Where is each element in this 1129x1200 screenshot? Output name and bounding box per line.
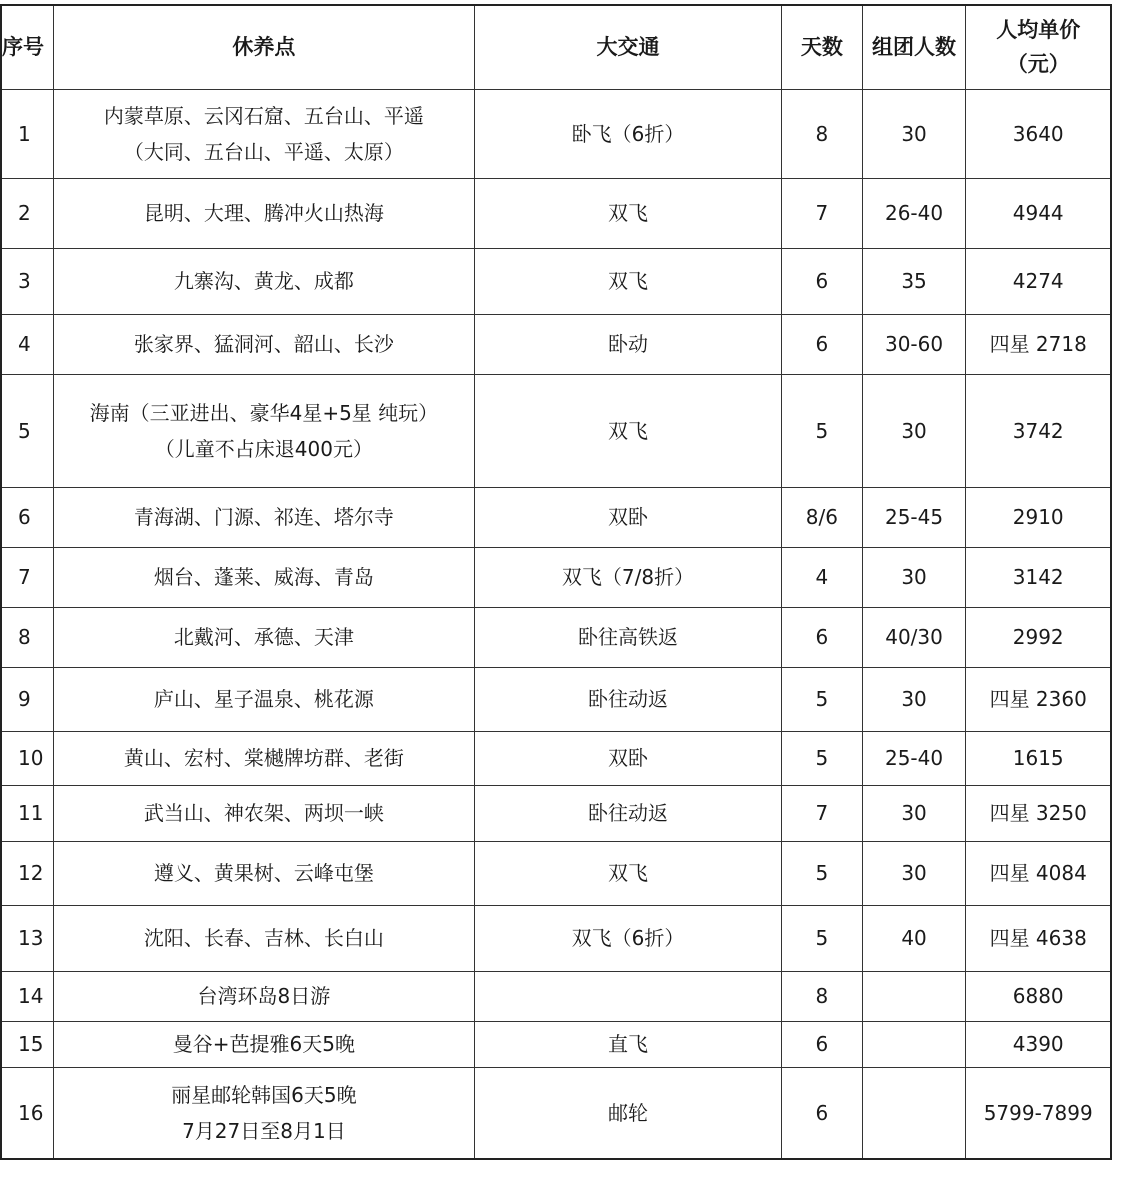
table-row [1,374,1111,487]
cell-days: 6 [782,248,863,314]
cell-destination [53,905,474,971]
header-destination: 休养点 [53,5,474,89]
cell-no: 14 [1,971,53,1021]
cell-transport: 卧往动返 [474,667,781,731]
cell-price: 四星 3250 [966,785,1111,841]
cell-days: 5 [782,905,863,971]
cell-transport: 双卧 [474,487,781,547]
cell-group-size: 26-40 [862,178,966,248]
cell-price: 3142 [966,547,1111,607]
table-row [1,1067,1111,1159]
header-no: 序号 [1,5,53,89]
cell-no: 8 [1,607,53,667]
cell-transport: 双飞（7/8折） [474,547,781,607]
cell-price: 3640 [966,89,1111,178]
cell-price: 2910 [966,487,1111,547]
cell-destination [53,487,474,547]
cell-days: 6 [782,607,863,667]
cell-group-size: 30 [862,667,966,731]
cell-group-size: 30-60 [862,314,966,374]
cell-price: 2992 [966,607,1111,667]
cell-days: 5 [782,667,863,731]
cell-destination [53,785,474,841]
cell-destination [53,178,474,248]
cell-price: 4944 [966,178,1111,248]
destination-line: 武当山、神农架、两坝一峡 [143,801,384,825]
table-row [1,89,1111,178]
cell-no: 13 [1,905,53,971]
cell-transport: 双飞 [474,178,781,248]
table-row [1,905,1111,971]
cell-transport: 卧飞（6折） [474,89,781,178]
cell-transport: 双飞 [474,374,781,487]
cell-no: 7 [1,547,53,607]
cell-transport: 卧往高铁返 [474,607,781,667]
cell-no: 2 [1,178,53,248]
tour-table-container [0,4,1112,1160]
destination-line: （儿童不占床退400元） [154,436,373,461]
cell-group-size: 25-40 [862,731,966,785]
cell-transport: 卧动 [474,314,781,374]
cell-days: 5 [782,731,863,785]
cell-days: 7 [782,785,863,841]
cell-group-size: 30 [862,89,966,178]
cell-group-size: 30 [862,841,966,905]
destination-line: 丽星邮轮韩国6天5晚 [171,1082,357,1107]
table-row [1,178,1111,248]
header-group-size: 组团人数 [862,5,966,89]
destination-line: 烟台、蓬莱、威海、青岛 [153,565,374,589]
destination-line: 沈阳、长春、吉林、长白山 [143,926,384,950]
cell-price: 四星 4084 [966,841,1111,905]
cell-days: 6 [782,1067,863,1159]
header-price-line2: （元） [1006,52,1070,77]
cell-transport [474,971,781,1021]
table-row [1,314,1111,374]
cell-group-size: 40 [862,905,966,971]
cell-transport: 双卧 [474,731,781,785]
cell-destination [53,607,474,667]
cell-price: 四星 2718 [966,314,1111,374]
cell-days: 7 [782,178,863,248]
destination-line: 遵义、黄果树、云峰屯堡 [153,861,374,885]
cell-transport: 卧往动返 [474,785,781,841]
cell-price: 6880 [966,971,1111,1021]
cell-price: 4390 [966,1021,1111,1067]
cell-price: 4274 [966,248,1111,314]
destination-line: 张家界、猛洞河、韶山、长沙 [133,332,394,356]
cell-days: 5 [782,374,863,487]
cell-destination [53,1021,474,1067]
cell-days: 8 [782,971,863,1021]
table-row [1,785,1111,841]
table-body [1,89,1111,1159]
destination-line: 内蒙草原、云冈石窟、五台山、平遥 [103,103,424,128]
header-price [966,5,1111,89]
destination-line: 青海湖、门源、祁连、塔尔寺 [133,505,394,529]
cell-no: 6 [1,487,53,547]
cell-days: 8 [782,89,863,178]
table-row [1,841,1111,905]
cell-no: 1 [1,89,53,178]
cell-days: 6 [782,314,863,374]
destination-line: 台湾环岛8日游 [197,984,331,1008]
cell-group-size: 30 [862,785,966,841]
cell-no: 10 [1,731,53,785]
cell-destination [53,971,474,1021]
cell-days: 6 [782,1021,863,1067]
cell-destination [53,731,474,785]
cell-no: 16 [1,1067,53,1159]
cell-price: 1615 [966,731,1111,785]
cell-destination [53,89,474,178]
cell-group-size: 30 [862,374,966,487]
cell-days: 5 [782,841,863,905]
cell-price: 四星 2360 [966,667,1111,731]
cell-no: 15 [1,1021,53,1067]
cell-price: 四星 4638 [966,905,1111,971]
table-row [1,731,1111,785]
cell-destination [53,314,474,374]
cell-no: 5 [1,374,53,487]
destination-line: 九寨沟、黄龙、成都 [173,269,354,293]
cell-days: 4 [782,547,863,607]
destination-line: 昆明、大理、腾冲火山热海 [143,201,384,225]
cell-destination [53,248,474,314]
cell-no: 3 [1,248,53,314]
cell-no: 4 [1,314,53,374]
tour-table [0,4,1112,1160]
destination-line: 7月27日至8月1日 [182,1118,346,1143]
cell-group-size [862,1067,966,1159]
cell-price: 3742 [966,374,1111,487]
destination-line: 黄山、宏村、棠樾牌坊群、老街 [123,746,404,770]
cell-days: 8/6 [782,487,863,547]
cell-group-size [862,1021,966,1067]
cell-price: 5799-7899 [966,1067,1111,1159]
destination-line: 北戴河、承德、天津 [173,625,354,649]
cell-destination [53,1067,474,1159]
table-row [1,248,1111,314]
cell-transport: 直飞 [474,1021,781,1067]
table-row [1,1021,1111,1067]
cell-group-size: 25-45 [862,487,966,547]
cell-no: 11 [1,785,53,841]
cell-group-size: 30 [862,547,966,607]
cell-transport: 邮轮 [474,1067,781,1159]
table-row [1,667,1111,731]
header-transport: 大交通 [474,5,781,89]
table-row [1,607,1111,667]
table-row [1,971,1111,1021]
cell-destination [53,374,474,487]
table-header-row [1,5,1111,89]
header-days: 天数 [782,5,863,89]
destination-line: 曼谷+芭提雅6天5晚 [172,1032,355,1056]
cell-destination [53,841,474,905]
destination-line: 庐山、星子温泉、桃花源 [153,687,374,711]
cell-destination [53,547,474,607]
cell-no: 12 [1,841,53,905]
table-row [1,547,1111,607]
cell-transport: 双飞 [474,248,781,314]
cell-group-size: 35 [862,248,966,314]
cell-group-size [862,971,966,1021]
table-row [1,487,1111,547]
cell-transport: 双飞 [474,841,781,905]
cell-transport: 双飞（6折） [474,905,781,971]
destination-line: 海南（三亚进出、豪华4星+5星 纯玩） [89,400,439,425]
cell-no: 9 [1,667,53,731]
cell-group-size: 40/30 [862,607,966,667]
cell-destination [53,667,474,731]
destination-line: （大同、五台山、平遥、太原） [123,139,404,164]
header-price-line1: 人均单价 [996,18,1081,43]
